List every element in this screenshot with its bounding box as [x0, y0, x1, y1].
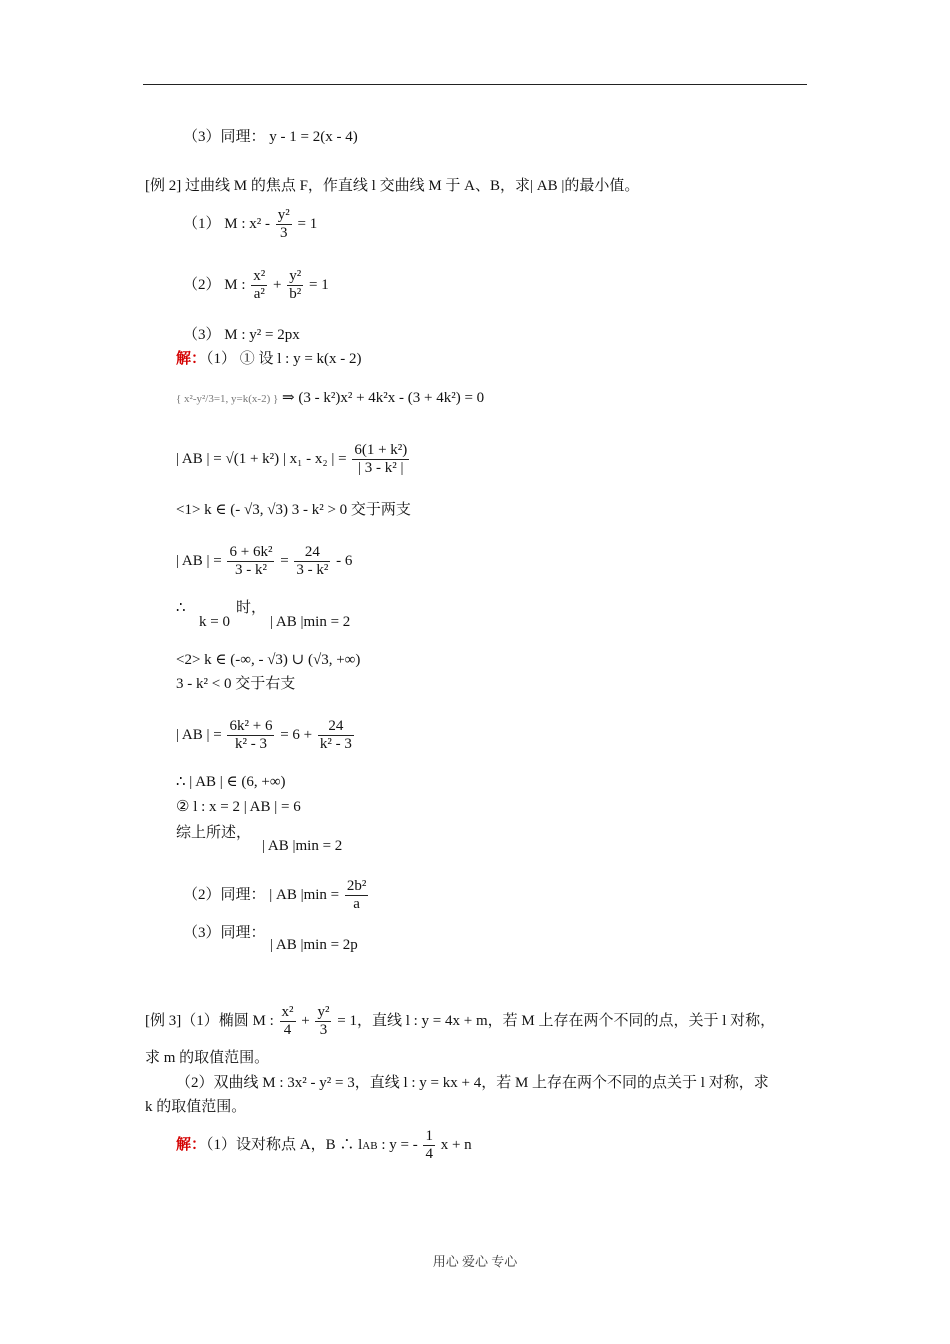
- denominator: | 3 - k² |: [358, 460, 404, 477]
- plus-sign: +: [301, 1013, 310, 1029]
- plus-sign: +: [273, 277, 282, 293]
- example-3-line-3: （2）双曲线 M : 3x² - y² = 3，直线 l : y = kx + 4，若 M 上存在两个不同的点关于 l 对称，求: [176, 1075, 769, 1091]
- numerator: x²: [253, 268, 266, 285]
- numerator: 24: [294, 544, 330, 562]
- fraction: [315, 1004, 331, 1039]
- solution-text: （1） ① 设 l : y = k(x - 2): [206, 351, 362, 367]
- denominator: 4: [425, 1146, 433, 1163]
- example-2-title: [例 2] 过曲线 M 的焦点 F，作直线 l 交曲线 M 于 A、B，求| AB |的最小值。: [145, 178, 640, 194]
- q2-right: = 1: [308, 277, 329, 293]
- q3-same-value: | AB |min = 2p: [270, 937, 358, 953]
- numerator: y²: [277, 207, 290, 224]
- summary-value: | AB |min = 2: [262, 838, 343, 854]
- therefore-1a: ∴: [176, 600, 186, 616]
- numerator: 6k² + 6: [229, 718, 273, 735]
- denominator: 3 - k²: [296, 562, 329, 579]
- formula-right: - 6: [336, 553, 353, 569]
- fraction: [423, 1128, 435, 1163]
- solution-line-1: [176, 349, 362, 369]
- case-2: <2> k ∈ (-∞, - √3) ∪ (√3, +∞): [176, 652, 361, 668]
- system-brace: { x²-y²/3=1, y=k(x-2) }: [176, 393, 279, 405]
- q1-left: （1） M : x² -: [183, 216, 270, 232]
- q2-same: [183, 875, 370, 915]
- equals-sign: = 6 +: [280, 727, 313, 743]
- fraction: [251, 268, 267, 303]
- text-line: （3）同理： y - 1 = 2(x - 4): [183, 129, 358, 145]
- subscript: AB: [362, 1140, 378, 1152]
- solution-text: （1）设对称点 A，B ∴ l: [206, 1137, 363, 1153]
- fraction: [227, 718, 274, 753]
- header-rule: [143, 84, 807, 85]
- formula-left: | AB | = √(1 + k²) | x₁ - x₂ | =: [176, 451, 347, 467]
- example-3-line-2: 求 m 的取值范围。: [145, 1050, 270, 1066]
- ab-formula-3: [176, 715, 356, 755]
- ab-formula-1: [176, 439, 411, 479]
- solution-2: [176, 1125, 472, 1166]
- denominator: 4: [283, 1022, 292, 1039]
- page-footer: 用心 爱心 专心: [432, 1254, 518, 1269]
- example-2-q2: [183, 265, 329, 305]
- fraction: [352, 442, 409, 477]
- example-2-q3: （3） M : y² = 2px: [183, 327, 300, 343]
- example-2-q1: [183, 204, 317, 244]
- therefore-1b: k = 0: [199, 614, 230, 630]
- denominator: 3 - k²: [234, 562, 267, 579]
- ex3-suffix: = 1，直线 l : y = 4x + m，若 M 上存在两个不同的点，关于 l 对称，: [337, 1013, 776, 1029]
- denominator: k² - 3: [319, 736, 352, 753]
- fraction: [294, 544, 330, 579]
- example-3-line-1: [145, 1001, 775, 1041]
- solution-label: 解：: [176, 351, 207, 367]
- example-3-line-4: k 的取值范围。: [145, 1099, 247, 1115]
- ex3-curve: M :: [252, 1013, 274, 1029]
- numerator: 1: [425, 1128, 433, 1145]
- formula-left: | AB | =: [176, 727, 222, 743]
- numerator: y²: [317, 1004, 330, 1021]
- formula-left: | AB | =: [176, 553, 222, 569]
- numerator: x²: [281, 1004, 294, 1021]
- denominator: a: [353, 896, 360, 913]
- equation-system: [176, 388, 484, 409]
- q2-same-left: （2）同理： | AB |min =: [183, 887, 340, 903]
- denominator: 3: [319, 1022, 328, 1039]
- ex3-prefix: [例 3]（1）椭圆: [145, 1013, 249, 1029]
- therefore-1d: | AB |min = 2: [270, 614, 351, 630]
- ab-formula-2: [176, 541, 352, 581]
- fraction: [318, 718, 354, 753]
- fraction: [287, 268, 303, 303]
- case-vertical: ② l : x = 2 | AB | = 6: [176, 799, 301, 815]
- fraction: [276, 207, 292, 242]
- denominator: 3: [280, 225, 288, 242]
- numerator: 2b²: [346, 878, 367, 895]
- numerator: 6(1 + k²): [354, 442, 408, 459]
- numerator: 24: [318, 718, 354, 736]
- therefore-1c: 时，: [236, 600, 267, 616]
- fraction: [345, 878, 369, 913]
- denominator: b²: [289, 286, 302, 303]
- numerator: 6 + 6k²: [229, 544, 273, 561]
- therefore-2: ∴ | AB | ∈ (6, +∞): [176, 774, 286, 790]
- solution-mid: : y = -: [381, 1137, 418, 1153]
- q2-left: （2） M :: [183, 277, 246, 293]
- summary-label: 综上所述，: [176, 825, 252, 841]
- fraction: [227, 544, 274, 579]
- denominator: a²: [253, 286, 265, 303]
- solution-label: 解：: [176, 1137, 207, 1153]
- equals-sign: =: [280, 553, 289, 569]
- denominator: k² - 3: [234, 736, 267, 753]
- case-2-condition: 3 - k² < 0 交于右支: [176, 676, 296, 692]
- q1-right: = 1: [297, 216, 318, 232]
- system-result: ⇒ (3 - k²)x² + 4k²x - (3 + 4k²) = 0: [282, 390, 485, 406]
- fraction: [280, 1004, 296, 1039]
- case-1: <1> k ∈ (- √3, √3) 3 - k² > 0 交于两支: [176, 502, 411, 518]
- solution-tail: x + n: [440, 1137, 472, 1153]
- numerator: y²: [289, 268, 302, 285]
- q3-same-label: （3）同理：: [183, 925, 266, 941]
